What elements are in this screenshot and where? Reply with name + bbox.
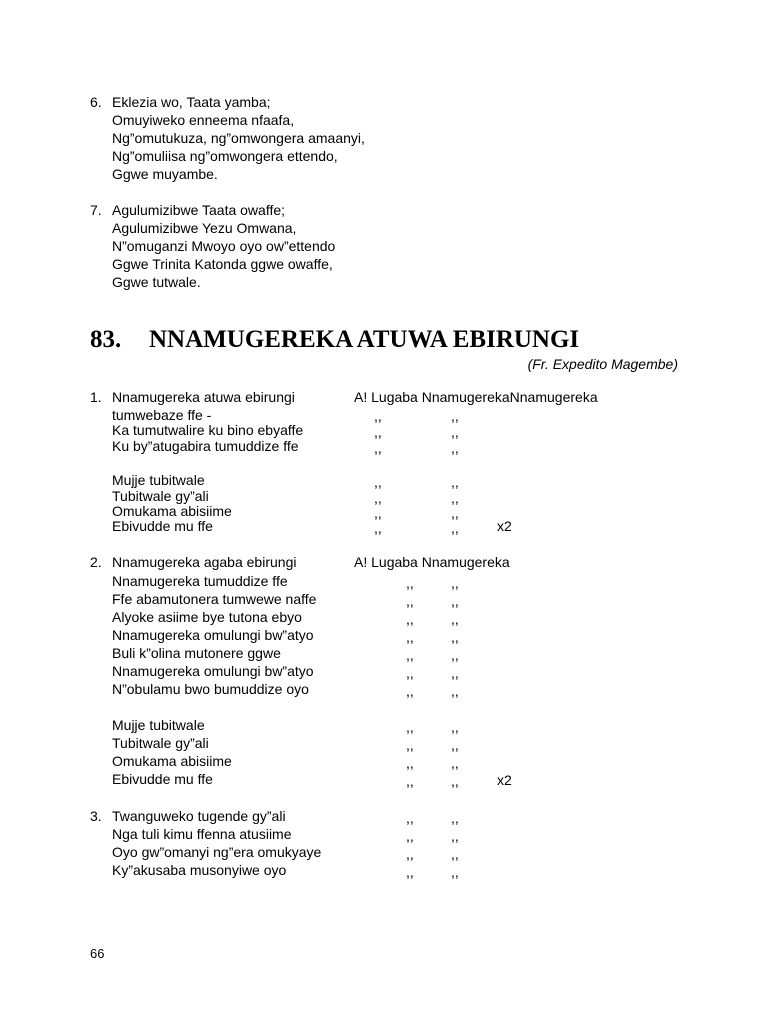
ditto-mark: ,, <box>451 520 459 536</box>
ditto-mark: ,, <box>406 647 414 663</box>
ditto-mark: ,, <box>406 810 414 826</box>
chorus-line: Tubitwale gy”ali <box>112 735 209 751</box>
stanza-number: 1. <box>90 389 102 405</box>
chorus-line: Omukama abisiime <box>112 503 232 519</box>
chorus-line: Tubitwale gy”ali <box>112 488 209 504</box>
repeat-mark: x2 <box>497 518 512 534</box>
ditto-mark: ,, <box>374 474 382 490</box>
ditto-mark: ,, <box>451 719 459 735</box>
hymn-title <box>90 325 579 355</box>
stanza-line: Ky”akusaba musonyiwe oyo <box>112 862 287 878</box>
chorus-line: Mujje tubitwale <box>112 717 205 733</box>
stanza-line: Ffe abamutonera tumwewe naffe <box>112 591 317 607</box>
ditto-mark: ,, <box>374 505 382 521</box>
ditto-mark: ,, <box>406 828 414 844</box>
ditto-mark: ,, <box>406 846 414 862</box>
ditto-mark: ,, <box>451 737 459 753</box>
hymn-number: 83. <box>90 326 122 353</box>
verse-number: 6. <box>90 94 102 110</box>
ditto-mark: ,, <box>406 864 414 880</box>
verse-line: Agulumizibwe Yezu Omwana, <box>112 220 297 236</box>
verse-line: Ggwe tutwale. <box>112 274 201 290</box>
ditto-mark: ,, <box>406 683 414 699</box>
repeat-mark: x2 <box>497 772 512 788</box>
ditto-mark: ,, <box>451 575 459 591</box>
verse-number: 7. <box>90 202 102 218</box>
ditto-mark: ,, <box>406 629 414 645</box>
ditto-mark: ,, <box>451 408 459 424</box>
ditto-mark: ,, <box>451 629 459 645</box>
ditto-mark: ,, <box>374 408 382 424</box>
verse-line: Omuyiweko enneema nfaafa, <box>112 112 295 128</box>
chorus-line: Mujje tubitwale <box>112 472 205 488</box>
ditto-mark: ,, <box>451 490 459 506</box>
stanza-line: N”obulamu bwo bumuddize oyo <box>112 681 309 697</box>
stanza-line: Alyoke asiime bye tutona ebyo <box>112 609 302 625</box>
verse-line: Ng”omutukuza, ng”omwongera amaanyi, <box>112 130 365 146</box>
verse-line: N”omuganzi Mwoyo oyo ow”ettendo <box>112 238 336 254</box>
stanza-line: Nnamugereka agaba ebirungi <box>112 554 297 570</box>
stanza-line: Buli k”olina mutonere ggwe <box>112 645 281 661</box>
page-number: 66 <box>90 946 105 961</box>
ditto-mark: ,, <box>406 737 414 753</box>
stanza-line: Nga tuli kimu ffenna atusiime <box>112 826 292 842</box>
ditto-mark: ,, <box>406 755 414 771</box>
verse-line: Agulumizibwe Taata owaffe; <box>112 202 286 218</box>
ditto-mark: ,, <box>451 864 459 880</box>
stanza-number: 2. <box>90 554 102 570</box>
chorus-line: Ebivudde mu ffe <box>112 518 213 534</box>
ditto-mark: ,, <box>451 505 459 521</box>
chorus-line: Ebivudde mu ffe <box>112 771 213 787</box>
ditto-mark: ,, <box>451 474 459 490</box>
chorus-line: Omukama abisiime <box>112 753 232 769</box>
response-line: A! Lugaba Nnamugereka <box>354 554 510 570</box>
ditto-mark: ,, <box>374 424 382 440</box>
stanza-line: Twanguweko tugende gy”ali <box>112 808 286 824</box>
ditto-mark: ,, <box>451 755 459 771</box>
ditto-mark: ,, <box>374 520 382 536</box>
verse-line: Eklezia wo, Taata yamba; <box>112 94 271 110</box>
stanza-line: tumwebaze ffe - <box>112 407 212 423</box>
stanza-line: Nnamugereka tumuddize ffe <box>112 573 288 589</box>
ditto-mark: ,, <box>451 611 459 627</box>
ditto-mark: ,, <box>374 490 382 506</box>
stanza-line: Ka tumutwalire ku bino ebyaffe <box>112 422 304 438</box>
response-line: A! Lugaba NnamugerekaNnamugereka <box>354 389 598 405</box>
ditto-mark: ,, <box>451 846 459 862</box>
verse-line: Ggwe muyambe. <box>112 166 218 182</box>
stanza-number: 3. <box>90 808 102 824</box>
ditto-mark: ,, <box>451 440 459 456</box>
ditto-mark: ,, <box>451 665 459 681</box>
ditto-mark: ,, <box>406 773 414 789</box>
ditto-mark: ,, <box>406 593 414 609</box>
hymn-title-text: NNAMUGEREKA ATUWA EBIRUNGI <box>149 326 580 353</box>
verse-line: Ng”omuliisa ng”omwongera ettendo, <box>112 148 338 164</box>
ditto-mark: ,, <box>451 810 459 826</box>
stanza-line: Oyo gw”omanyi ng”era omukyaye <box>112 844 322 860</box>
ditto-mark: ,, <box>406 719 414 735</box>
verse-line: Ggwe Trinita Katonda ggwe owaffe, <box>112 256 333 272</box>
ditto-mark: ,, <box>406 665 414 681</box>
stanza-line: Nnamugereka omulungi bw”atyo <box>112 663 314 679</box>
ditto-mark: ,, <box>451 773 459 789</box>
ditto-mark: ,, <box>451 647 459 663</box>
stanza-line: Nnamugereka atuwa ebirungi <box>112 389 295 405</box>
ditto-mark: ,, <box>451 828 459 844</box>
ditto-mark: ,, <box>406 575 414 591</box>
ditto-mark: ,, <box>451 593 459 609</box>
stanza-line: Nnamugereka omulungi bw”atyo <box>112 627 314 643</box>
ditto-mark: ,, <box>374 440 382 456</box>
stanza-line: Ku by”atugabira tumuddize ffe <box>112 438 299 454</box>
ditto-mark: ,, <box>406 611 414 627</box>
ditto-mark: ,, <box>451 424 459 440</box>
hymn-author: (Fr. Expedito Magembe) <box>527 356 678 372</box>
ditto-mark: ,, <box>451 683 459 699</box>
